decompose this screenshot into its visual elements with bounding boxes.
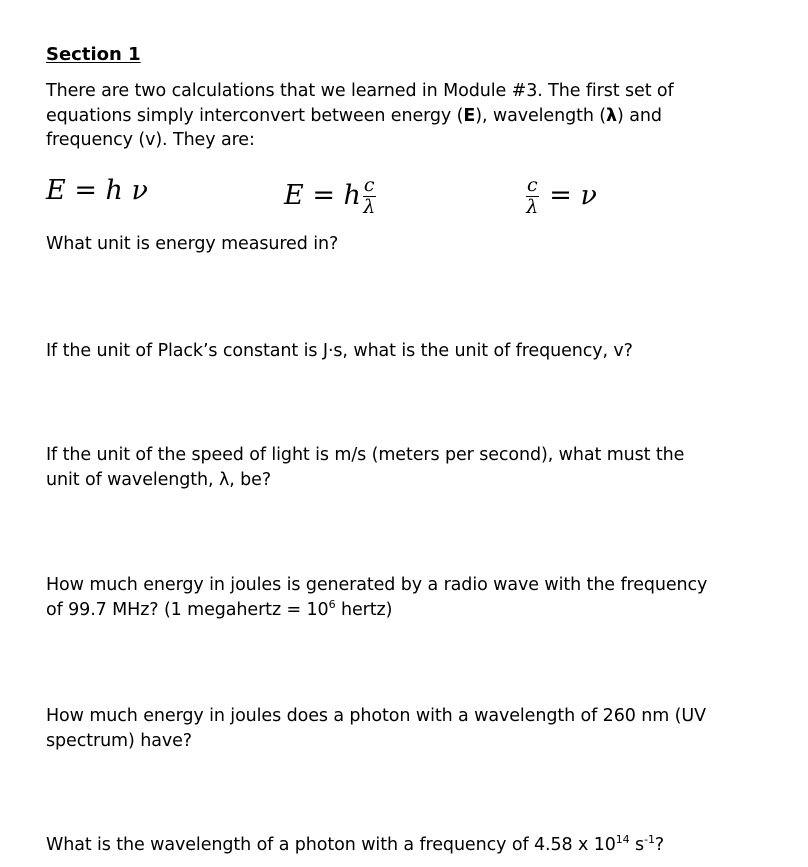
- question-6: What is the wavelength of a photon with a frequency of 4.58 x $10^{14}$ $s^{-1}$?: [46, 833, 665, 855]
- intro-line-1: There are two calculations that we learned in Module #3. The first set of: [46, 81, 674, 101]
- intro-paragraph: [46, 79, 674, 153]
- question-1: What unit is energy measured in?: [46, 234, 339, 254]
- question-3: If the unit of the speed of light is m/s (meters per second), what must the unit of wavelength, λ, be?: [46, 445, 685, 490]
- question-4: How much energy in joules is generated by a radio wave with the frequency of 99.7 MHz? (1 megahertz = $10^6$ hertz): [46, 575, 708, 620]
- section-title: Section 1: [46, 44, 141, 65]
- question-2: If the unit of Plack’s constant is J·s, what is the unit of frequency, v?: [46, 341, 633, 361]
- equation-energy-frequency: E = h ν: [46, 175, 148, 206]
- fraction-c-over-lambda-2: $\frac{c}{\lambda}$: [526, 174, 539, 218]
- energy-symbol: E: [463, 105, 476, 126]
- equation-frequency-wavelength: $\frac{c}{\lambda}$ = ν: [526, 174, 597, 218]
- equation-energy-wavelength: E = h $\frac{c}{\lambda}$: [284, 174, 376, 218]
- fraction-c-over-lambda: $\frac{c}{\lambda}$: [363, 174, 376, 218]
- intro-line-3: frequency (v). They are:: [46, 130, 255, 150]
- wavelength-symbol: λ: [606, 105, 618, 126]
- intro-line-2: equations simply interconvert between energy (E), wavelength (λ) and: [46, 105, 662, 126]
- question-5: How much energy in joules does a photon with a wavelength of 260 nm (UV spectrum) have?: [46, 706, 706, 751]
